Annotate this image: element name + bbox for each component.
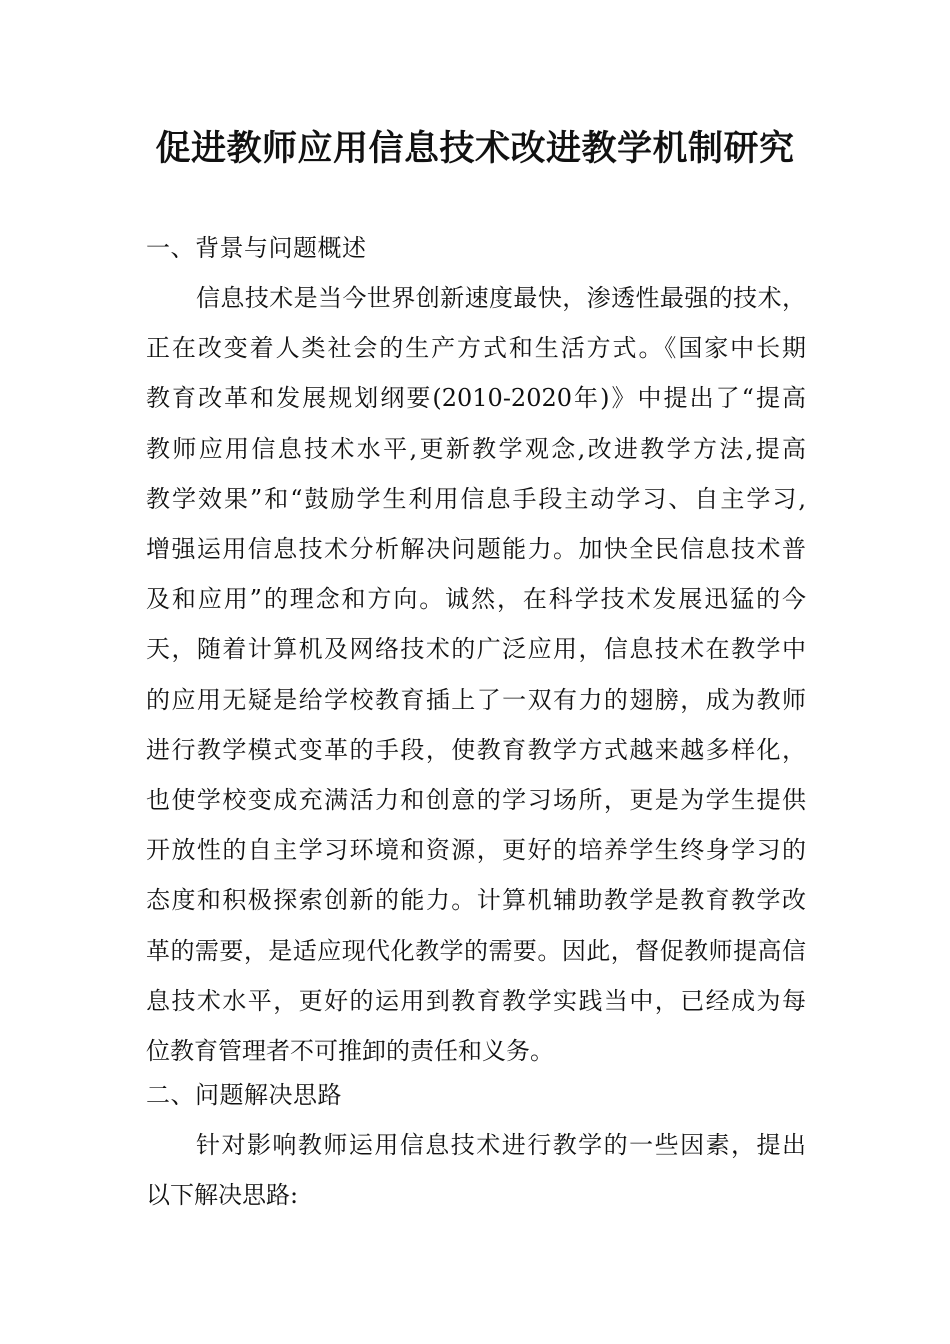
paragraph-line: 也使学校变成充满活力和创意的学习场所，更是为学生提供	[146, 786, 806, 815]
paragraph-line: 教育改革和发展规划纲要(2010-2020年)》中提出了“提高	[146, 384, 806, 413]
document-title: 促进教师应用信息技术改进教学机制研究	[155, 129, 795, 169]
paragraph-line: 革的需要，是适应现代化教学的需要。因此，督促教师提高信	[146, 936, 806, 965]
paragraph-line: 以下解决思路:	[146, 1181, 299, 1210]
paragraph-line: 开放性的自主学习环境和资源，更好的培养学生终身学习的	[146, 836, 806, 865]
section-heading-background: 一、背景与问题概述	[146, 234, 367, 262]
paragraph-line: 进行教学模式变革的手段，使教育教学方式越来越多样化，	[146, 735, 806, 764]
paragraph-line: 教学效果”和“鼓励学生利用信息手段主动学习、自主学习,	[146, 484, 806, 513]
paragraph-line: 的应用无疑是给学校教育插上了一双有力的翅膀，成为教师	[146, 685, 806, 714]
paragraph-line: 及和应用”的理念和方向。诚然，在科学技术发展迅猛的今	[146, 585, 806, 614]
paragraph-line: 信息技术是当今世界创新速度最快，渗透性最强的技术，	[196, 284, 806, 312]
section-paragraph-background	[146, 273, 806, 1076]
paragraph-line: 增强运用信息技术分析解决问题能力。加快全民信息技术普	[146, 535, 806, 564]
paragraph-line: 天，随着计算机及网络技术的广泛应用，信息技术在教学中	[146, 635, 806, 664]
section-paragraph-solution	[146, 1120, 806, 1220]
section-heading-solution: 二、问题解决思路	[146, 1081, 342, 1109]
paragraph-line: 位教育管理者不可推卸的责任和义务。	[146, 1037, 554, 1066]
paragraph-line: 针对影响教师运用信息技术进行教学的一些因素，提出	[196, 1131, 806, 1159]
paragraph-line: 态度和积极探索创新的能力。计算机辅助教学是教育教学改	[146, 886, 806, 915]
paragraph-line: 正在改变着人类社会的生产方式和生活方式。《国家中长期	[146, 334, 806, 363]
paragraph-line: 息技术水平，更好的运用到教育教学实践当中，已经成为每	[146, 986, 806, 1015]
paragraph-line: 教师应用信息技术水平,更新教学观念,改进教学方法,提高	[146, 434, 806, 463]
